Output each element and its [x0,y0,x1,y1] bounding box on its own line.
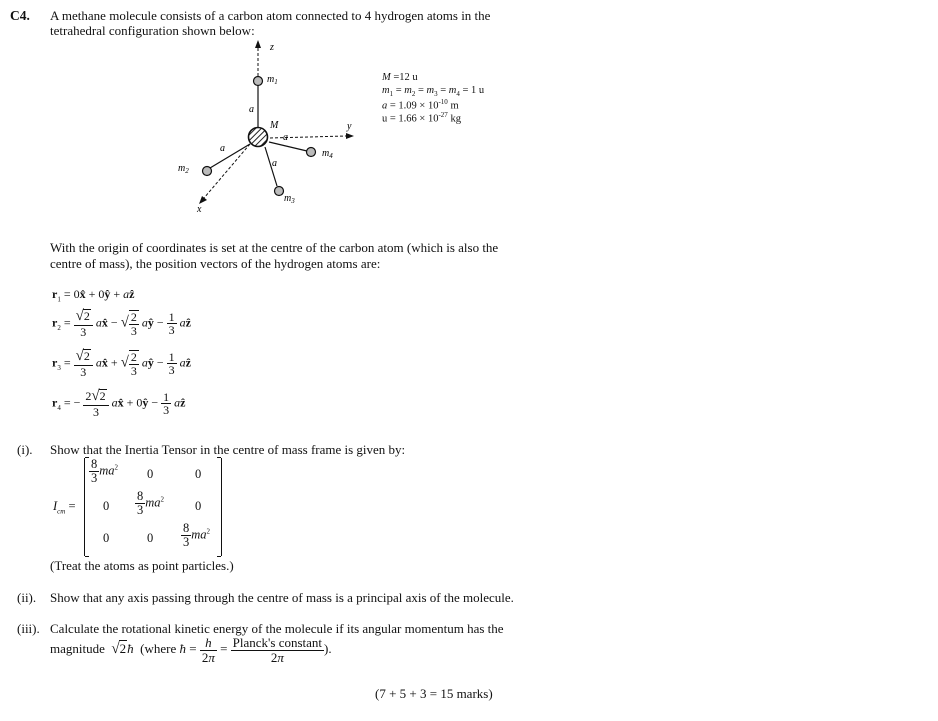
origin-line-1: With the origin of coordinates is set at the centre of the carbon atom (which is also the [50,240,499,255]
part-ii-text: Show that any axis passing through the centre of mass is a principal axis of the molecule. [50,590,514,605]
carbon-atom [249,128,268,147]
matrix-22: $\frac{8}{3}$ $ma^2$ [137,489,165,518]
bond-label-x: a [220,143,225,154]
matrix-21: 0 [103,499,110,513]
vector-r4: $r_4$ = − $\frac{2√2}{3}$ ax̂ + 0ŷ − $\frac{1}{3}$ aẑ [52,388,186,419]
bond-label-y: a [283,132,288,143]
constant-M: M =12 u [382,72,418,83]
matrix-31: 0 [103,531,110,545]
matrix-32: 0 [147,531,154,545]
m3-label: $m_3$ [284,193,295,205]
intro-line-2: tetrahedral configuration shown below: [50,23,255,38]
constant-masses: $m_1 = m_2 = m_3 = m_4 = 1$ u [382,85,485,99]
vector-r1: $r_1$ = 0x̂ + 0ŷ + aẑ [52,287,135,304]
x-arrow-icon [199,196,207,204]
matrix-11: $\frac{8}{3}$ $ma^2$ [91,457,119,486]
hydrogen-m1 [254,77,263,86]
part-iii-label: (iii). [17,621,40,636]
m2-label: $m_2$ [178,163,189,175]
hydrogen-m3 [275,187,284,196]
part-ii-label: (ii). [17,590,37,605]
part-iii-formula: magnitude √2ħ (where ħ = $\frac{h}{2\pi}$ = $\frac{\text{Planck's constant}}{2\pi}$ ). [50,635,332,665]
bond-label-z: a [249,104,254,115]
matrix-13: 0 [195,467,202,481]
part-iii-text: Calculate the rotational kinetic energy of the molecule if its angular momentum has the [50,621,504,636]
tensor-symbol: $I_{cm}$ = [53,499,76,516]
y-label: y [347,121,352,132]
matrix-12: 0 [147,467,154,481]
bond-label-m3: a [272,158,277,169]
z-arrow-icon [255,40,261,48]
m4-label: $m_4$ [322,148,333,160]
constant-u: $u = 1.66 \times 10^{-27}$ kg [382,111,461,125]
bond-m4 [269,142,307,151]
intro-line-1: A methane molecule consists of a carbon atom connected to 4 hydrogen atoms in the [50,8,491,23]
matrix-23: 0 [195,499,202,513]
inertia-matrix [84,458,222,556]
constant-a: $a = 1.09 \times 10^{-10}$ m [382,98,459,112]
marks-total: (7 + 5 + 3 = 15 marks) [375,686,493,701]
vector-r2: $r_2$ = $\frac{√2}{3}$ ax̂ − √ $\frac{2}{3}$ aŷ − $\frac{1}{3}$ aẑ [52,308,191,339]
matrix-33: $\frac{8}{3}$ $ma^2$ [183,521,211,550]
bond-m2 [210,144,250,168]
z-label: z [270,42,274,53]
hydrogen-m4 [307,148,316,157]
part-i-note: (Treat the atoms as point particles.) [50,558,234,573]
hydrogen-m2 [203,167,212,176]
y-arrow-icon [346,133,354,139]
x-label: x [197,204,202,215]
part-i-label: (i). [17,442,33,457]
y-axis [270,136,346,138]
origin-line-2: centre of mass), the position vectors of the hydrogen atoms are: [50,256,381,271]
part-i-text: Show that the Inertia Tensor in the centre of mass frame is given by: [50,442,406,457]
m1-label: $m_1$ [267,74,278,86]
mass-center-label: M [270,120,279,131]
vector-r3: $r_3$ = $\frac{√2}{3}$ ax̂ + √ $\frac{2}{3}$ aŷ − $\frac{1}{3}$ aẑ [52,348,191,379]
methane-diagram [170,38,370,218]
question-number: C4. [10,8,30,23]
